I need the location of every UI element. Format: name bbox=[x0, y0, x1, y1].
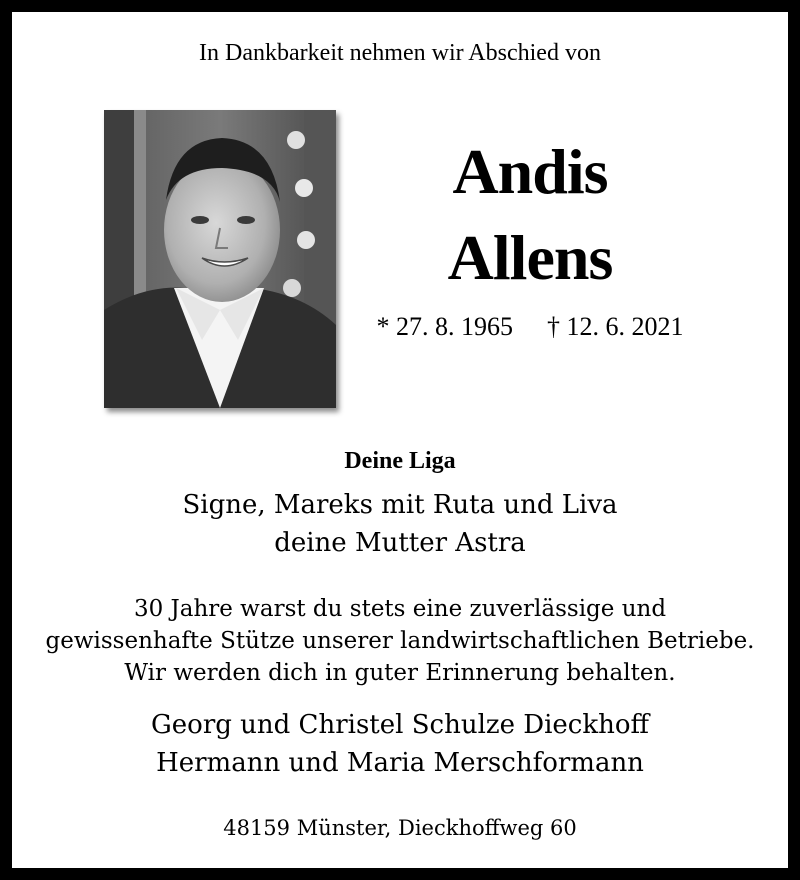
intro-text: In Dankbarkeit nehmen wir Abschied von bbox=[199, 40, 601, 66]
message-line-2: gewissenhafte Stütze unserer landwirtschaftlichen Betriebe. bbox=[45, 628, 755, 654]
portrait-photo bbox=[104, 110, 336, 408]
death-date: † 12. 6. 2021 bbox=[547, 312, 684, 341]
birth-date: * 27. 8. 1965 bbox=[376, 312, 513, 341]
signatory-line-1: Georg und Christel Schulze Dieckhoff bbox=[151, 710, 649, 740]
signatory-line-2: Hermann und Maria Merschformann bbox=[156, 748, 644, 778]
message-line-1: 30 Jahre warst du stets eine zuverlässige und bbox=[133, 596, 667, 622]
last-name: Allens bbox=[447, 222, 613, 293]
message-line-3: Wir werden dich in guter Erinnerung behalten. bbox=[124, 660, 676, 686]
life-dates bbox=[350, 312, 710, 342]
family-heading: Deine Liga bbox=[344, 448, 456, 474]
family-line-2: deine Mutter Astra bbox=[274, 528, 526, 558]
first-name: Andis bbox=[452, 136, 608, 207]
address: 48159 Münster, Dieckhoffweg 60 bbox=[223, 816, 577, 840]
family-line-1: Signe, Mareks mit Ruta und Liva bbox=[182, 490, 618, 520]
